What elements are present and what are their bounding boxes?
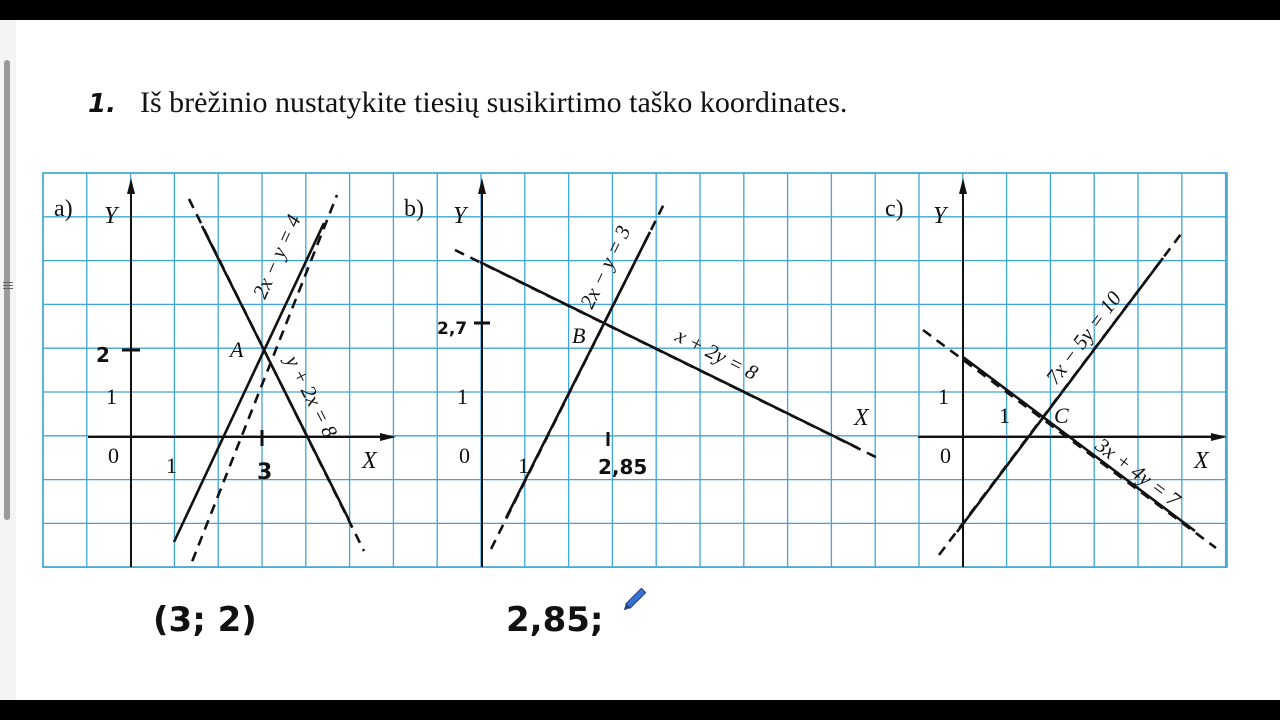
panel-b-y-label: Y xyxy=(453,203,467,229)
panel-c-x-arrow-icon xyxy=(1211,433,1227,441)
panel-a-line-1-label: 2x − y = 4 xyxy=(247,210,306,303)
panel-a-y-tick-1: 1 xyxy=(106,384,117,409)
panel-a-letter: a) xyxy=(54,196,73,222)
panel-c-line-2-label: 3x + 4y = 7 xyxy=(1090,432,1185,512)
panel-c-y-arrow-icon xyxy=(959,178,967,194)
panel-a-x-tick-1: 1 xyxy=(166,453,177,478)
panel-c-line-1-label: 7x − 5y = 10 xyxy=(1040,286,1127,390)
answer-b: 2,85; xyxy=(506,600,604,640)
panel-a-hand-x-value: 3 xyxy=(257,460,273,485)
panel-c-origin: 0 xyxy=(940,443,951,468)
panel-c-x-label: X xyxy=(1194,448,1209,474)
task-text: Iš brėžinio nustatykite tiesių susikirtimo taško koordinates. xyxy=(140,86,848,119)
panel-a-y-arrow-icon xyxy=(127,178,135,194)
panel-b-x-tick-1: 1 xyxy=(518,453,529,478)
panel-b-hand-y-value: 2,7 xyxy=(437,319,468,339)
panel-b-letter: b) xyxy=(404,196,424,222)
panel-c-y-label: Y xyxy=(933,203,947,229)
panel-b-line-1-label: 2x − y = 3 xyxy=(574,221,636,313)
panel-a-line-2-label: y + 2x = 8 xyxy=(280,351,343,442)
panel-b-origin: 0 xyxy=(459,443,470,468)
panel-a-origin: 0 xyxy=(108,443,119,468)
panel-a-x-label: X xyxy=(362,448,377,474)
panel-a xyxy=(54,178,396,577)
panel-b-point-label: B xyxy=(572,323,586,348)
panel-b-line-2-label: x + 2y = 8 xyxy=(671,323,762,385)
panel-b-hand-x-value: 2,85 xyxy=(598,455,648,479)
panel-b-x-label: X xyxy=(854,405,869,431)
panel-c-y-tick-1: 1 xyxy=(938,384,949,409)
pen-cursor-icon xyxy=(622,588,646,612)
panel-a-hand-y-value: 2 xyxy=(96,343,110,367)
panel-b xyxy=(404,178,890,567)
panel-a-point-label: A xyxy=(230,337,244,362)
answer-a: (3; 2) xyxy=(153,600,257,640)
panel-c-x-tick-1: 1 xyxy=(999,403,1010,428)
panel-b-line-2 xyxy=(480,262,858,448)
panel-c xyxy=(885,178,1227,567)
panel-c-line-1 xyxy=(957,258,1163,532)
panel-b-y-tick-1: 1 xyxy=(457,384,468,409)
panel-c-letter: c) xyxy=(885,196,904,222)
panel-b-y-arrow-icon xyxy=(478,178,486,194)
panel-a-y-label: Y xyxy=(104,203,118,229)
panel-c-line-2 xyxy=(963,357,1195,531)
panel-c-point-label: C xyxy=(1054,403,1069,428)
task-number: 1. xyxy=(88,89,116,119)
